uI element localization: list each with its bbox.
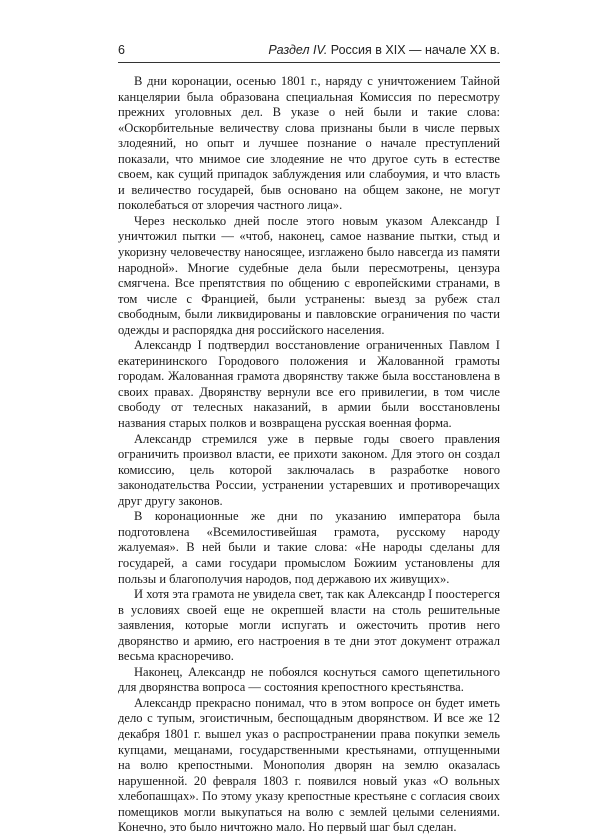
paragraph: Александр прекрасно понимал, что в этом вопросе он будет иметь дело с тупым, эгоистичным, беспощадным дворянством. И все же 12 декабря 1801 г. вышел указ о распространении права покупки земель купцами, мещанами, государственными крестьянами, отпущенными на волю крепостными. Монополия дворян на землю оказалась нарушенной. 20 февраля 1803 г. появился новый указ «О вольных хлебопашцах». По этому указу крепостные крестьяне с согласия своих помещиков могли выкупаться на волю с землей целыми селениями. Конечно, это было ничтожно мало. Но первый шаг был сделан.	[118, 695, 500, 835]
paragraph: Александр стремился уже в первые годы своего правления ограничить произвол власти, ее прихоти законом. Для этого он создал комиссию, цель которой заключалась в разработке нового законодательства России, устранении устаревших и противоречащих друг другу законов.	[118, 431, 500, 508]
header-rule	[118, 62, 500, 63]
paragraph: В дни коронации, осенью 1801 г., наряду с уничтожением Тайной канцелярии была образована специальная Комиссия по пересмотру прежних уголовных дел. В указе о ней были и такие слова: «Оскорбительные величеству слова признаны были в числе первых злодеяний, но опыт и лучшее познание о начале преступлений показали, что мнимое сие злодеяние не что другое суть в естестве своем, как сущий припадок заблуждения или слабоумия, и что власть и величество государей, быв основано на общем законе, не могут поколебаться от злоречия частного лица».	[118, 74, 500, 213]
section-prefix: Раздел IV.	[268, 43, 328, 57]
paragraph: И хотя эта грамота не увидела свет, так как Александр I поостерегся в условиях своей еще не окрепшей власти на столь решительные заявления, которые могли испугать и ожесточить против него дворянство и армию, его настроения в те дни этот документ отражал весьма красноречиво.	[118, 587, 500, 664]
section-title	[268, 43, 500, 57]
section-name: Россия в XIX — начале XX в.	[327, 43, 500, 57]
paragraph: Через несколько дней после этого новым указом Александр I уничтожил пытки — «чтоб, наконец, самое название пытки, стыд и укоризну человечеству наносящее, изглажено было навсегда из памяти народной». Многие судебные дела были пересмотрены, цензура смягчена. Все препятствия по общению с европейскими странами, в том числе с Францией, были устранены: выезд за рубеж стал свободным, были ликвидированы и павловские ограничения по части одежды и распорядка дня российского населения.	[118, 213, 500, 337]
paragraph: Наконец, Александр не побоялся коснуться самого щепетильного для дворянства вопроса — состояния крепостного крестьянства.	[118, 664, 500, 695]
page-number: 6	[118, 43, 125, 57]
body-text	[118, 74, 500, 836]
paragraph: Александр I подтвердил восстановление ограниченных Павлом I екатерининского Городового положения и Жалованной грамоты городам. Жалованная грамота дворянству также была восстановлена в своих правах. Дворянству вернули все его привилегии, в том числе свободу от телесных наказаний, в армии были восстановлены названия старых полков и возвращена русская военная форма.	[118, 338, 500, 431]
paragraph: В коронационные же дни по указанию императора была подготовлена «Всемилостивейшая грамота, русскому народу жалуемая». В ней были и такие слова: «Не народы сделаны для государей, а сами государи промыслом Божиим установлены для пользы и благополучия народов, под державою их живущих».	[118, 509, 500, 586]
running-header	[118, 43, 500, 61]
